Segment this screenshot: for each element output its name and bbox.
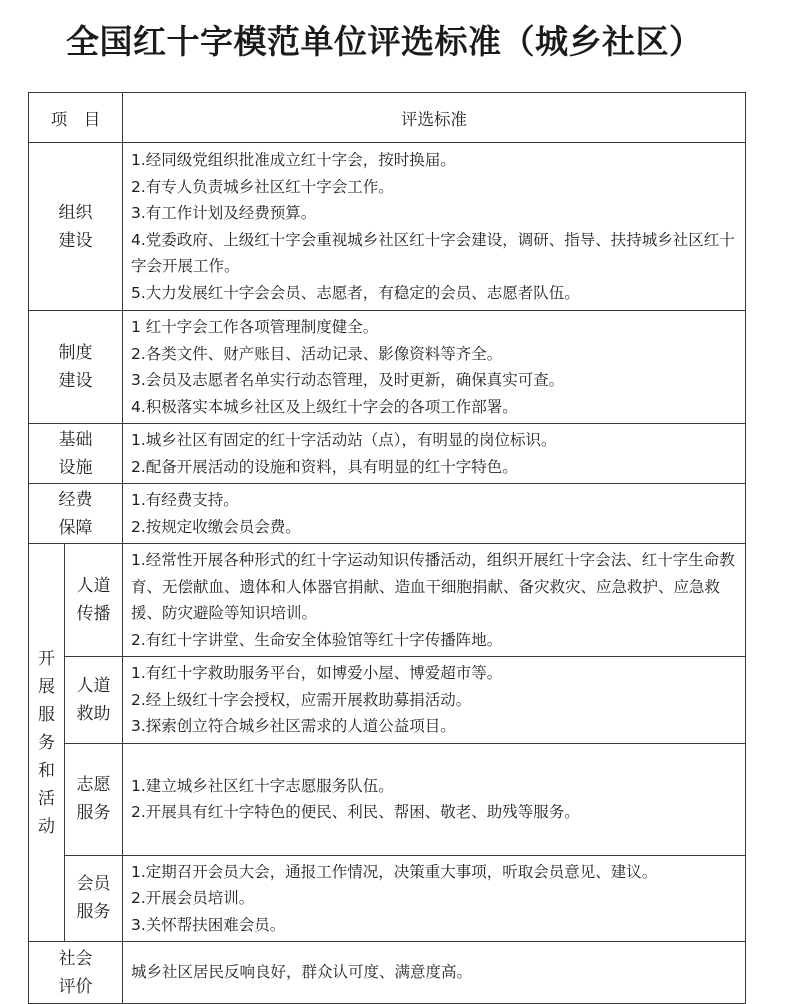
header-criteria: 评选标准 <box>123 93 746 143</box>
header-item: 项 目 <box>29 93 123 143</box>
section-row-member <box>29 855 746 942</box>
section-row-evaluation <box>29 942 746 1004</box>
criteria-line: 1.经同级党组织批准成立红十字会，按时换届。 <box>131 151 456 169</box>
criteria-line: 2.开展会员培训。 <box>131 889 255 907</box>
section-row-org <box>29 143 746 311</box>
criteria-line: 3.有工作计划及经费预算。 <box>131 204 317 222</box>
criteria-line: 2.各类文件、财产账目、活动记录、影像资料等齐全。 <box>131 344 503 363</box>
criteria-line: 1.城乡社区有固定的红十字活动站（点），有明显的岗位标识。 <box>131 431 557 449</box>
criteria-line: 2.有红十字讲堂、生命安全体验馆等红十字传播阵地。 <box>131 630 503 649</box>
criteria-line: 3.探索创立符合城乡社区需求的人道公益项目。 <box>131 717 456 735</box>
criteria-line: 1 红十字会工作各项管理制度健全。 <box>131 318 379 336</box>
section-content <box>123 855 746 942</box>
section-row-system <box>29 311 746 424</box>
criteria-line: 2.配备开展活动的设施和资料，具有明显的红十字特色。 <box>131 457 518 476</box>
subsection-name: 人道传播 <box>65 544 123 657</box>
section-row-relief <box>29 657 746 744</box>
section-content <box>123 143 746 311</box>
criteria-line: 城乡社区居民反响良好，群众认可度、满意度高。 <box>131 963 473 982</box>
criteria-line: 2.开展具有红十字特色的便民、利民、帮困、敬老、助残等服务。 <box>131 803 580 821</box>
criteria-line: 4.积极落实本城乡社区及上级红十字会的各项工作部署。 <box>131 397 518 416</box>
section-name: 社会评价 <box>29 942 123 1004</box>
section-content <box>123 743 746 855</box>
section-name: 组织建设 <box>29 143 123 311</box>
criteria-line: 3.关怀帮扶困难会员。 <box>131 915 286 934</box>
criteria-line: 1.有红十字救助服务平台，如博爱小屋、博爱超市等。 <box>131 664 503 682</box>
table-header-row <box>29 93 746 143</box>
section-content <box>123 311 746 424</box>
section-content <box>123 544 746 657</box>
subsection-name: 人道救助 <box>65 657 123 744</box>
section-content <box>123 484 746 544</box>
section-content <box>123 424 746 484</box>
criteria-line: 3.会员及志愿者名单实行动态管理，及时更新，确保真实可查。 <box>131 371 565 389</box>
criteria-line: 2.有专人负责城乡社区红十字会工作。 <box>131 177 394 196</box>
criteria-line: 1.建立城乡社区红十字志愿服务队伍。 <box>131 776 394 795</box>
section-row-propagation <box>29 544 746 657</box>
section-row-facility <box>29 424 746 484</box>
section-content <box>123 657 746 744</box>
criteria-line: 5.大力发展红十字会会员、志愿者，有稳定的会员、志愿者队伍。 <box>131 283 580 302</box>
subsection-name: 志愿服务 <box>65 743 123 855</box>
criteria-line: 2.按规定收缴会员会费。 <box>131 517 301 536</box>
document-title: 全国红十字模范单位评选标准（城乡社区） <box>66 22 703 61</box>
subsection-name: 会员服务 <box>65 855 123 942</box>
section-name-services: 开展服务和活动 <box>29 544 65 942</box>
section-name: 制度建设 <box>29 311 123 424</box>
section-row-funding <box>29 484 746 544</box>
section-row-volunteer <box>29 743 746 855</box>
criteria-line: 1.定期召开会员大会，通报工作情况，决策重大事项，听取会员意见、建议。 <box>131 862 658 881</box>
section-content <box>123 942 746 1004</box>
section-name: 经费保障 <box>29 484 123 544</box>
criteria-table <box>28 92 746 1004</box>
criteria-line: 2.经上级红十字会授权，应需开展救助募捐活动。 <box>131 690 472 709</box>
criteria-line: 1.经常性开展各种形式的红十字运动知识传播活动，组织开展红十字会法、红十字生命教育、无偿献血、遗体和人体器官捐献、造血干细胞捐献、备灾救灾、应急救护、应急救援、防灾避险等知识培训。 <box>131 551 735 622</box>
section-name: 基础设施 <box>29 424 123 484</box>
criteria-line: 1.有经费支持。 <box>131 491 239 509</box>
criteria-line: 4.党委政府、上级红十字会重视城乡社区红十字会建设，调研、指导、扶持城乡社区红十字会开展工作。 <box>131 230 735 275</box>
